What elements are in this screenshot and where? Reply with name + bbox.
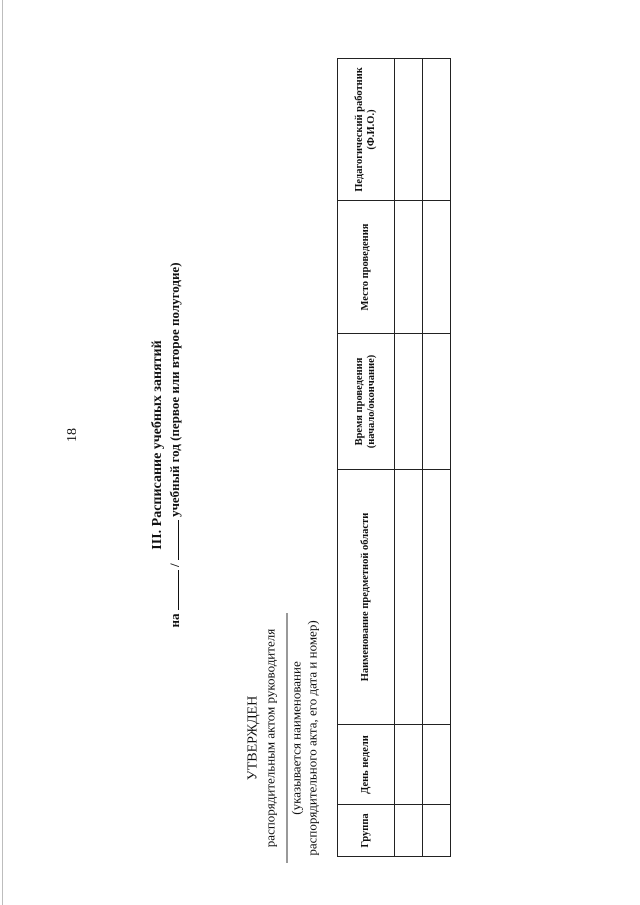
approved-label: УТВЕРЖДЕН [245,695,261,781]
table-header-row [338,59,395,857]
column-header-teacher: Педагогический работник (Ф.И.О.) [338,59,395,201]
schedule-table-wrapper [337,59,447,857]
table-cell [395,59,423,201]
table-cell [423,59,451,201]
heading-suffix: учебный год (первое или второе полугодие) [167,262,182,517]
approval-hint-2: распорядительного акта, его дата и номер) [304,620,320,856]
table-cell [423,470,451,725]
table-cell [395,201,423,334]
table-cell [423,725,451,805]
table-row [423,59,451,857]
table-cell [395,470,423,725]
table-cell [423,201,451,334]
column-header-group: Группа [338,805,395,857]
year-end-blank [168,520,179,560]
table-cell [395,334,423,470]
schedule-heading [149,225,183,665]
heading-period [166,225,183,665]
column-header-location: Место проведения [338,201,395,334]
table-cell [423,805,451,857]
heading-prefix: на [167,613,182,628]
column-header-time: Время проведения (начало/окончание) [338,334,395,470]
page-number: 18 [65,428,80,442]
heading-title: III. Расписание учебных занятий [150,340,165,550]
approval-hint-1: (указывается наименование [288,661,304,815]
year-start-blank [168,570,179,610]
table-cell [395,725,423,805]
approval-block [246,603,321,873]
table-row [395,59,423,857]
act-blank-line [287,613,288,863]
page-edge [2,0,3,905]
column-header-subject-area: Наименование предметной области [338,470,395,725]
heading-separator: / [167,563,182,568]
table-cell [395,805,423,857]
approval-act-line: распорядительным актом руководителя [262,628,278,848]
column-header-weekday: День недели [338,725,395,805]
table-cell [423,334,451,470]
schedule-table [337,58,451,857]
